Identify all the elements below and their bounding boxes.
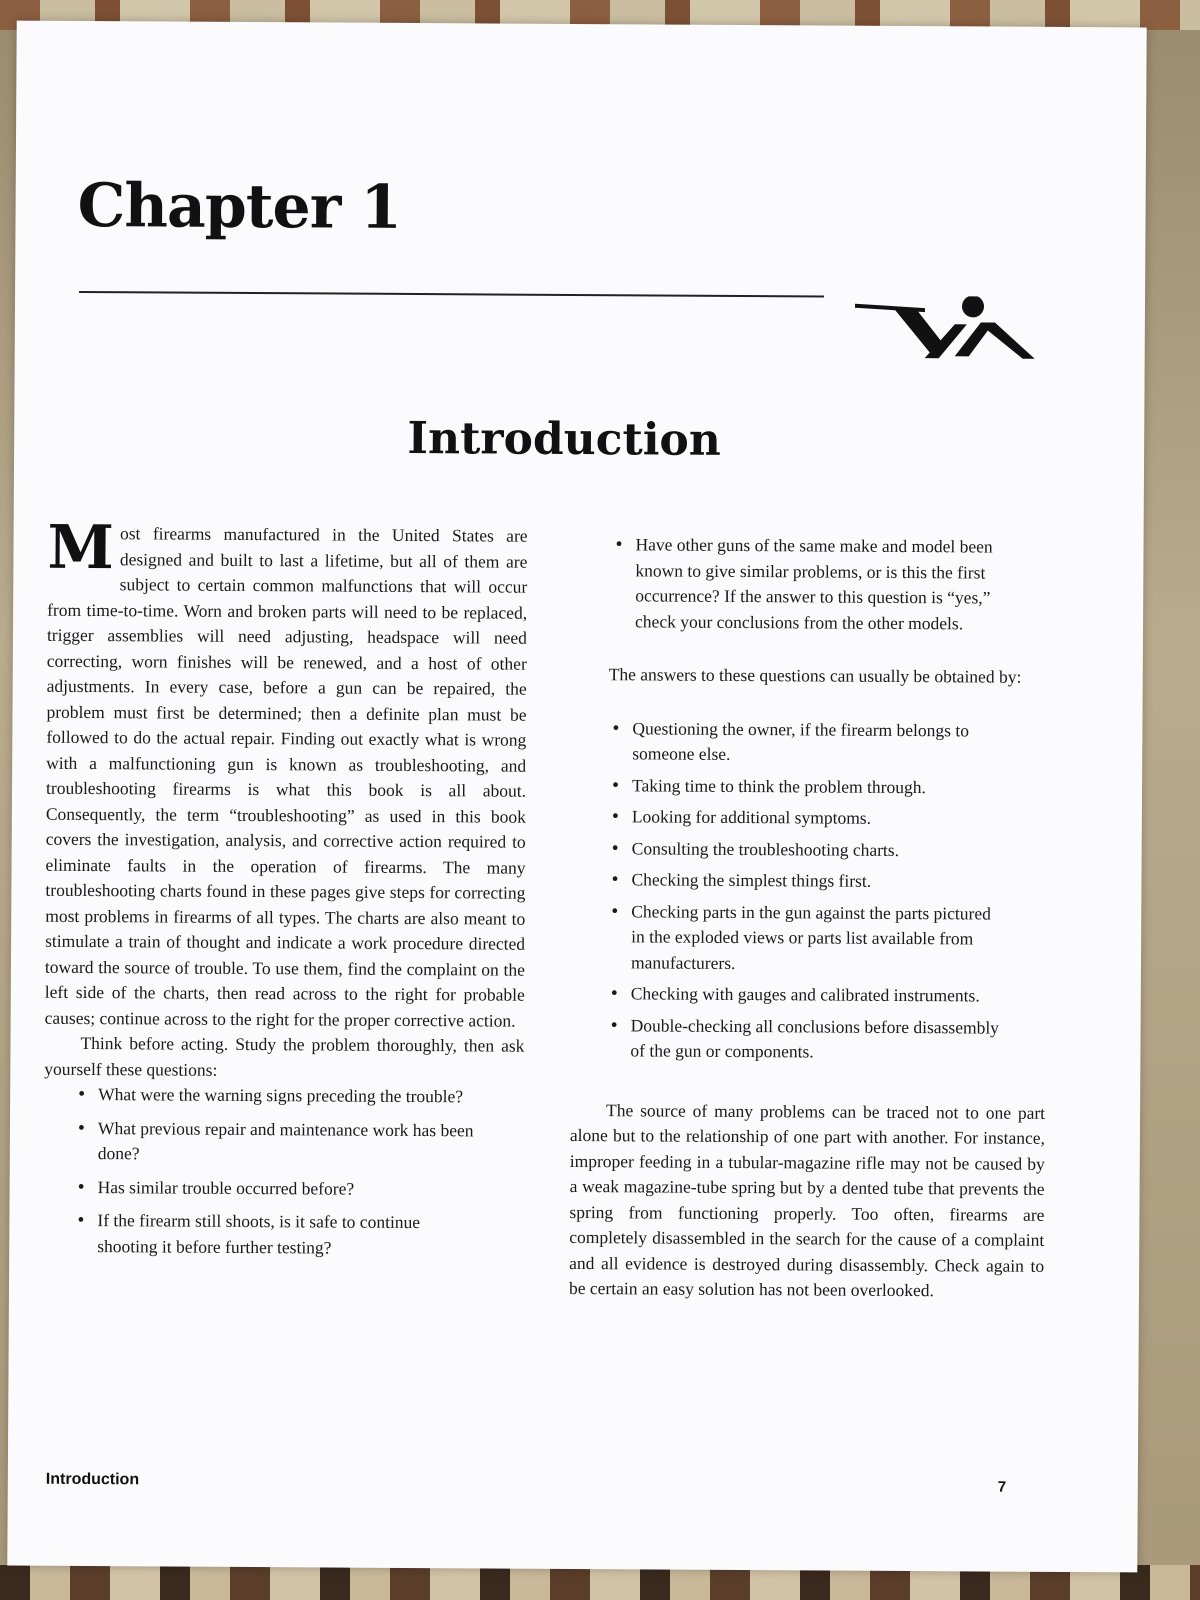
list-item: • What previous repair and maintenance work has been done? [74, 1115, 484, 1169]
list-item: • What were the warning signs preceding the trouble? [74, 1082, 484, 1110]
list-item: • Taking time to think the problem through. [608, 773, 1008, 801]
list-item: • Checking parts in the gun against the parts pictured in the exploded views or parts list available from manufacturers. [607, 899, 1007, 978]
right-column [569, 532, 1049, 1304]
page-number: 7 [997, 1478, 1007, 1496]
chapter-title: Chapter 1 [77, 170, 402, 243]
book-page [7, 21, 1146, 1573]
left-column [43, 512, 528, 1270]
list-item: • Have other guns of the same make and model been known to give similar problems, or is this the first occurrence? If the answer to this question is “yes,” check your conclusions from the other models. [611, 532, 1012, 636]
spacer [570, 1069, 1045, 1100]
methods-list [570, 715, 1008, 1066]
list-item: • Double-checking all conclusions before disassembly of the gun or components. [606, 1013, 1006, 1066]
chapter-rule [79, 291, 824, 298]
think-paragraph: Think before acting. Study the problem thoroughly, then ask yourself these questions: [44, 1032, 525, 1080]
questions-list [43, 1082, 484, 1262]
publisher-logo-icon [855, 296, 1035, 377]
section-title: Introduction [407, 412, 722, 466]
list-item: • Checking with gauges and calibrated instruments. [607, 981, 1007, 1009]
source-paragraph: The source of many problems can be traced not to one part alone but to the relationship of one part with another. For instance, improper feeding in a tubular-magazine rifle may not be caused by a weak magazine-tube spring but by a dented tube that prevents the spring from functioning properly. Too often, firearms are completely disassembled in the search for the cause of a complaint and all evidence is destroyed during disassembly. Check again to be certain an easy solution has not been overlooked. [568, 1099, 1046, 1301]
running-footer: Introduction [45, 1470, 140, 1489]
list-item: • If the firearm still shoots, is it safe to continue shooting it before further testing? [73, 1208, 483, 1262]
list-item: • Questioning the owner, if the firearm belongs to someone else. [608, 716, 1008, 769]
spacer [573, 634, 1048, 665]
intro-paragraph [44, 512, 528, 1034]
list-item: • Looking for additional symptoms. [608, 804, 1008, 832]
questions-list-continued [573, 532, 1012, 637]
list-item: • Has similar trouble occurred before? [74, 1174, 484, 1202]
drop-cap: M [47, 512, 115, 584]
list-item: • Consulting the troubleshooting charts. [608, 836, 1008, 864]
list-item: • Checking the simplest things first. [607, 867, 1007, 895]
intro-paragraph-text: ost firearms manufactured in the United States are designed and built to last a lifetime, but all of them are subject to certain common malfunctions that will occur from time-to-time. Worn and broken parts will need to be replaced, trigger assemblies will need adjusting, headspace will need correcting, worn finishes will be renewed, and a host of other adjustments. In every case, before a gun can be repaired, the problem must first be determined; then a definite plan must be followed to do the actual repair. Finding out exactly what is wrong with a malfunctioning gun is known as troubleshooting, and troubleshooting firearms is what this book is all about. Consequently, the term “troubleshooting” as used in this book covers the investigation, analysis, and corrective action required to eliminate faults in the operation of firearms. The many troubleshooting charts found in these pages give steps for correcting most problems in firearms of all types. The charts are also meant to stimulate a train of thought and indicate a work procedure directed toward the source of trouble. To use them, find the complaint on the left side of the charts, then read across to the right for probable causes; continue across to the right for the proper corrective action. [44, 523, 528, 1031]
answers-paragraph: The answers to these questions can usually be obtained by: [608, 664, 1022, 687]
